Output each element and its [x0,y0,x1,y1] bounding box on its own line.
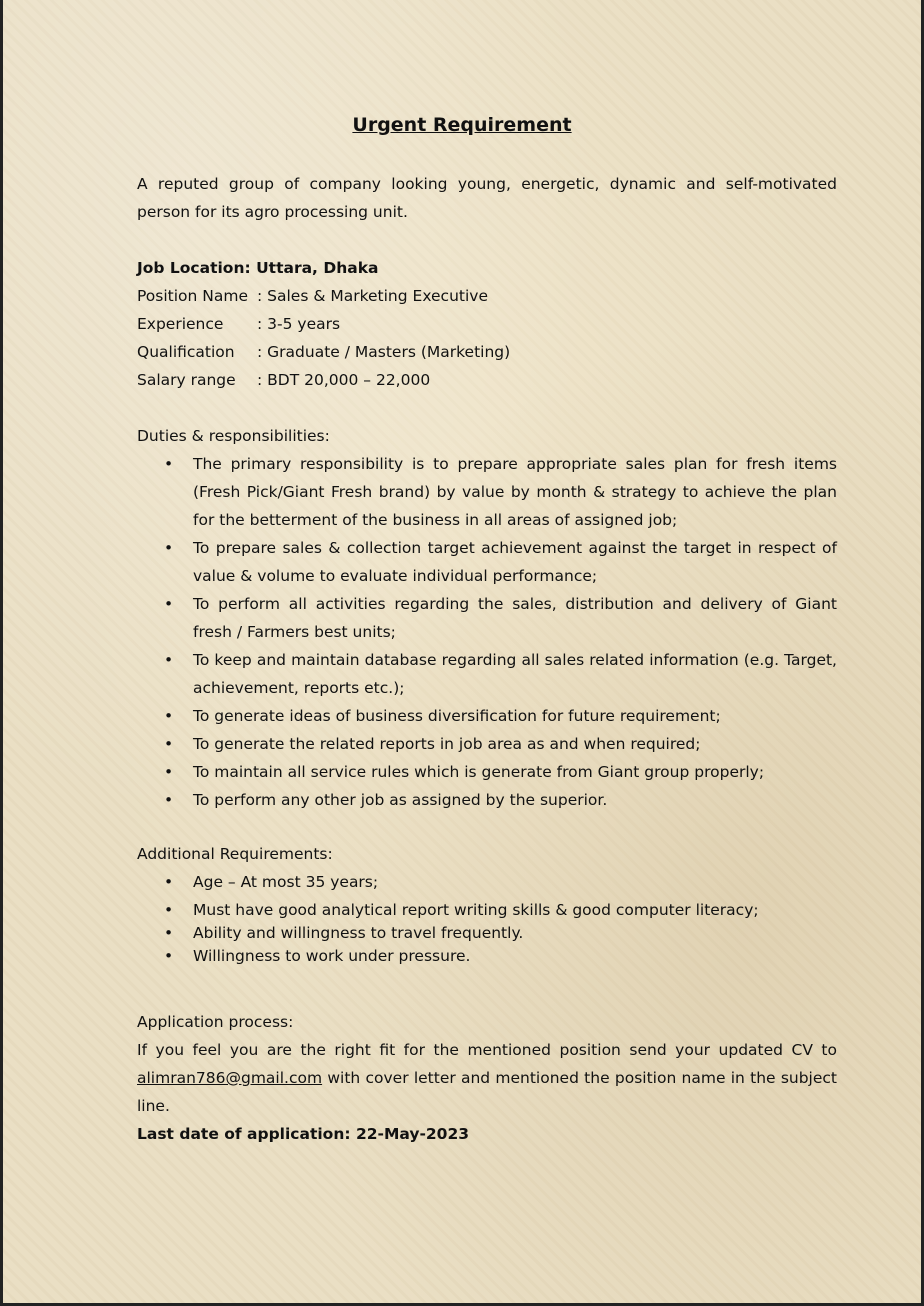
intro-paragraph: A reputed group of company looking young, energetic, dynamic and self-motivated person for its agro processing unit. [137,175,837,221]
list-item: • Ability and willingness to travel frequently. [137,922,837,945]
application-text-before: If you feel you are the right fit for the mentioned position send your updated CV to [137,1041,837,1059]
field-label: Qualification [137,343,235,361]
list-item: • To perform all activities regarding the sales, distribution and delivery of Giant fresh / Farmers best units; [137,590,837,646]
duties-heading: Duties & responsibilities: [137,427,330,445]
job-location: Job Location: Uttara, Dhaka [137,259,379,277]
list-item: • To maintain all service rules which is generate from Giant group properly; [137,758,837,786]
application-text-after: with cover letter and mentioned the position name in the subject line. [137,1069,837,1115]
field-label: Experience [137,315,224,333]
field-qualification [137,338,510,366]
application-text [137,1036,837,1120]
list-item: • Must have good analytical report writing skills & good computer literacy; [137,899,837,922]
list-item: • To perform any other job as assigned by the superior. [137,786,837,814]
field-position [137,282,510,310]
job-fields [137,282,510,394]
list-item: • The primary responsibility is to prepare appropriate sales plan for fresh items (Fresh Pick/Giant Fresh brand) by value by month & strategy to achieve the plan for the betterment of the business in all areas of assigned job; [137,450,837,534]
list-item: • Willingness to work under pressure. [137,945,837,968]
last-date: Last date of application: 22-May-2023 [137,1125,470,1143]
list-item: • Age – At most 35 years; [137,868,837,896]
field-salary [137,366,510,394]
additional-list [137,868,837,968]
email-link[interactable]: alimran786@gmail.com [137,1069,323,1087]
application-heading: Application process: [137,1013,294,1031]
duties-list [137,450,837,814]
list-item: • To keep and maintain database regarding all sales related information (e.g. Target, achievement, reports etc.); [137,646,837,702]
additional-heading: Additional Requirements: [137,845,333,863]
list-item: • To generate the related reports in job area as and when required; [137,730,837,758]
field-label: Salary range [137,371,236,389]
field-label: Position Name [137,287,249,305]
list-item: • To prepare sales & collection target achievement against the target in respect of value & volume to evaluate individual performance; [137,534,837,590]
field-experience [137,310,510,338]
field-value: : Graduate / Masters (Marketing) [257,343,511,361]
list-item: • To generate ideas of business diversification for future requirement; [137,702,837,730]
page-title: Urgent Requirement [352,114,572,136]
field-value: : Sales & Marketing Executive [257,287,488,305]
field-value: : BDT 20,000 – 22,000 [257,371,431,389]
field-value: : 3-5 years [257,315,341,333]
